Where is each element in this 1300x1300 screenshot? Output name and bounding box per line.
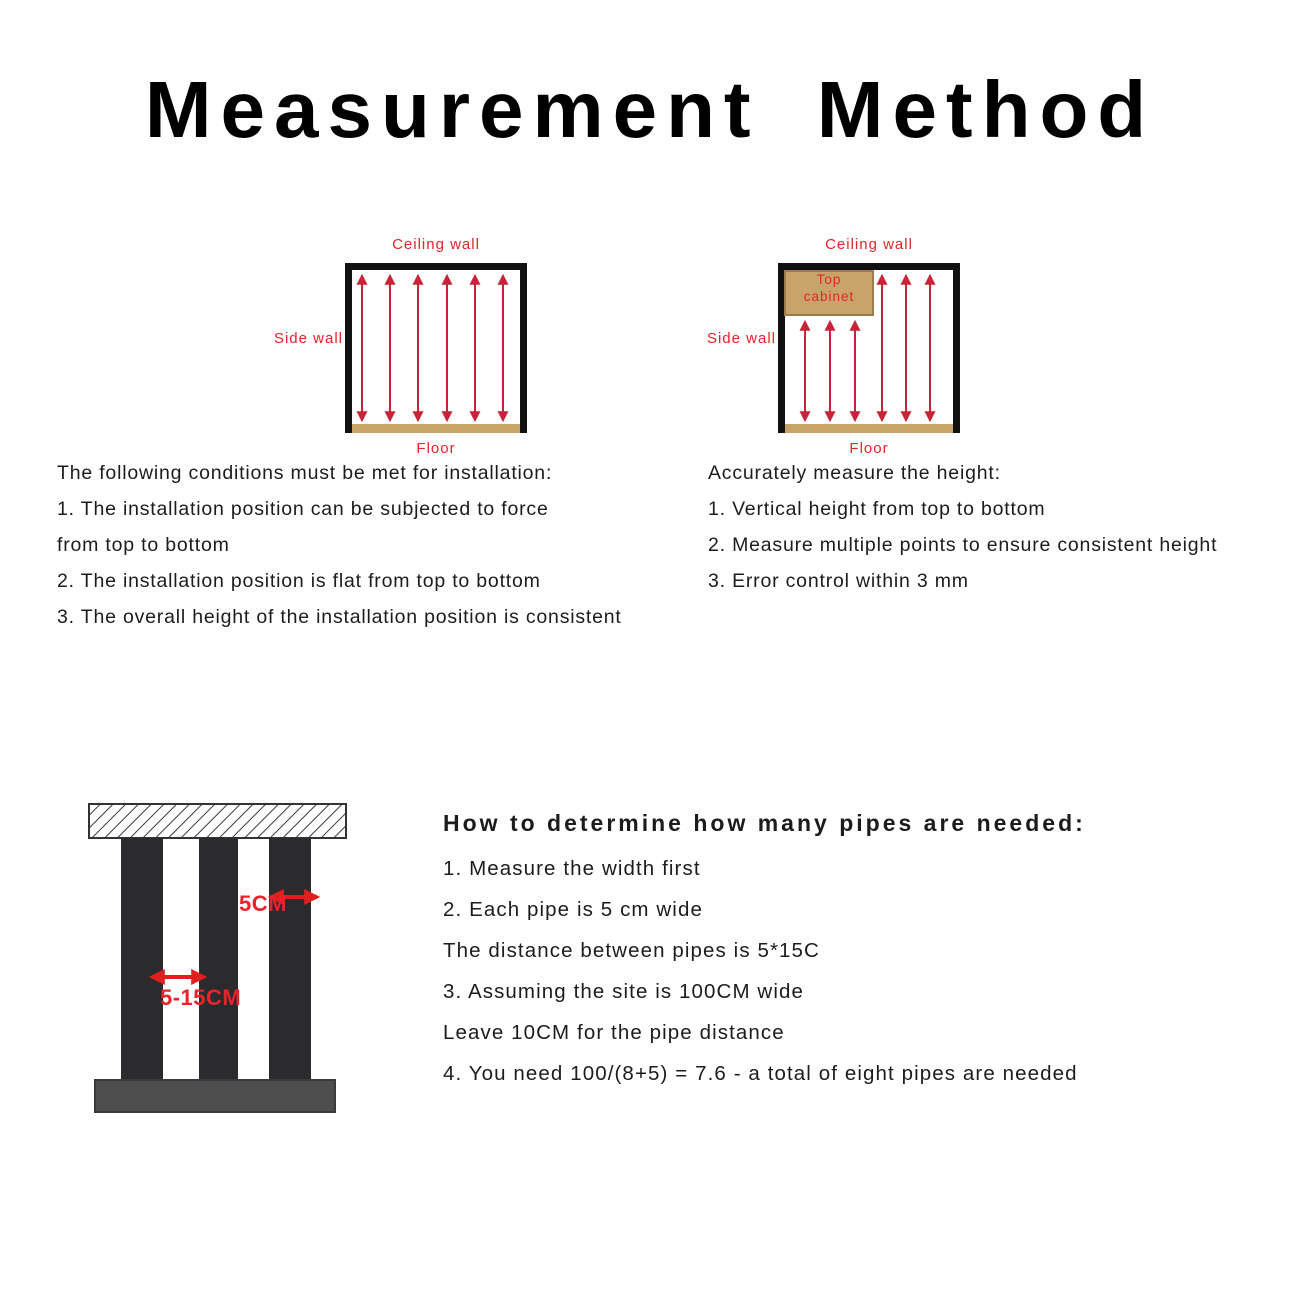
instruction-line: 2. Each pipe is 5 cm wide [443, 898, 703, 921]
installation-conditions-block [57, 455, 622, 635]
measure-line: 2. Measure multiple points to ensure consistent height [708, 534, 1218, 556]
pipe-gap-label: 5-15CM [160, 985, 242, 1010]
instruction-line: The distance between pipes is 5*15C [443, 939, 820, 962]
side-wall-label-left: Side wall [273, 330, 343, 347]
page-title: Measurement Method [144, 65, 1156, 154]
pipe-3 [269, 838, 311, 1082]
floor-strip [352, 424, 520, 433]
pipe-count-instructions [443, 806, 1086, 1094]
pipe-width-label: 5CM [239, 891, 287, 916]
instruction-line: 1. Measure the width first [443, 857, 701, 880]
side-wall-right-bar [953, 263, 960, 433]
side-wall-right-bar [520, 263, 527, 433]
side-wall-left-bar [778, 263, 785, 433]
condition-line: from top to bottom [57, 534, 230, 556]
measure-intro: Accurately measure the height: [708, 462, 1001, 484]
pipe-spacing-diagram [88, 803, 348, 1115]
condition-line: 3. The overall height of the installation position is consistent [57, 606, 622, 628]
condition-line: 1. The installation position can be subjected to force [57, 498, 549, 520]
floor-base-bar [95, 1080, 335, 1112]
ceiling-wall-bar [345, 263, 527, 270]
floor-label-right: Floor [849, 440, 889, 457]
measure-line: 3. Error control within 3 mm [708, 570, 969, 592]
top-cabinet-label: Top cabinet [803, 272, 855, 304]
floor-label-left: Floor [416, 440, 456, 457]
ceiling-wall-label-left: Ceiling wall [392, 236, 480, 253]
instruction-line: 4. You need 100/(8+5) = 7.6 - a total of eight pipes are needed [443, 1062, 1078, 1085]
measure-height-block [708, 455, 1217, 599]
instruction-line: Leave 10CM for the pipe distance [443, 1021, 785, 1044]
side-wall-left-bar [345, 263, 352, 433]
height-arrows [362, 276, 503, 420]
instructions-heading: How to determine how many pipes are needed: [443, 810, 1086, 836]
ceiling-hatched-bar [89, 804, 346, 838]
side-wall-label-right: Side wall [706, 330, 776, 347]
pipe-1 [121, 838, 163, 1082]
ceiling-wall-label-right: Ceiling wall [825, 236, 913, 253]
ceiling-wall-bar [778, 263, 960, 270]
room-diagram-left [345, 263, 527, 433]
floor-strip [785, 424, 953, 433]
pipe-2 [199, 838, 238, 1082]
condition-line: 2. The installation position is flat from top to bottom [57, 570, 541, 592]
instruction-line: 3. Assuming the site is 100CM wide [443, 980, 804, 1003]
conditions-intro: The following conditions must be met for installation: [57, 462, 553, 484]
measure-line: 1. Vertical height from top to bottom [708, 498, 1046, 520]
